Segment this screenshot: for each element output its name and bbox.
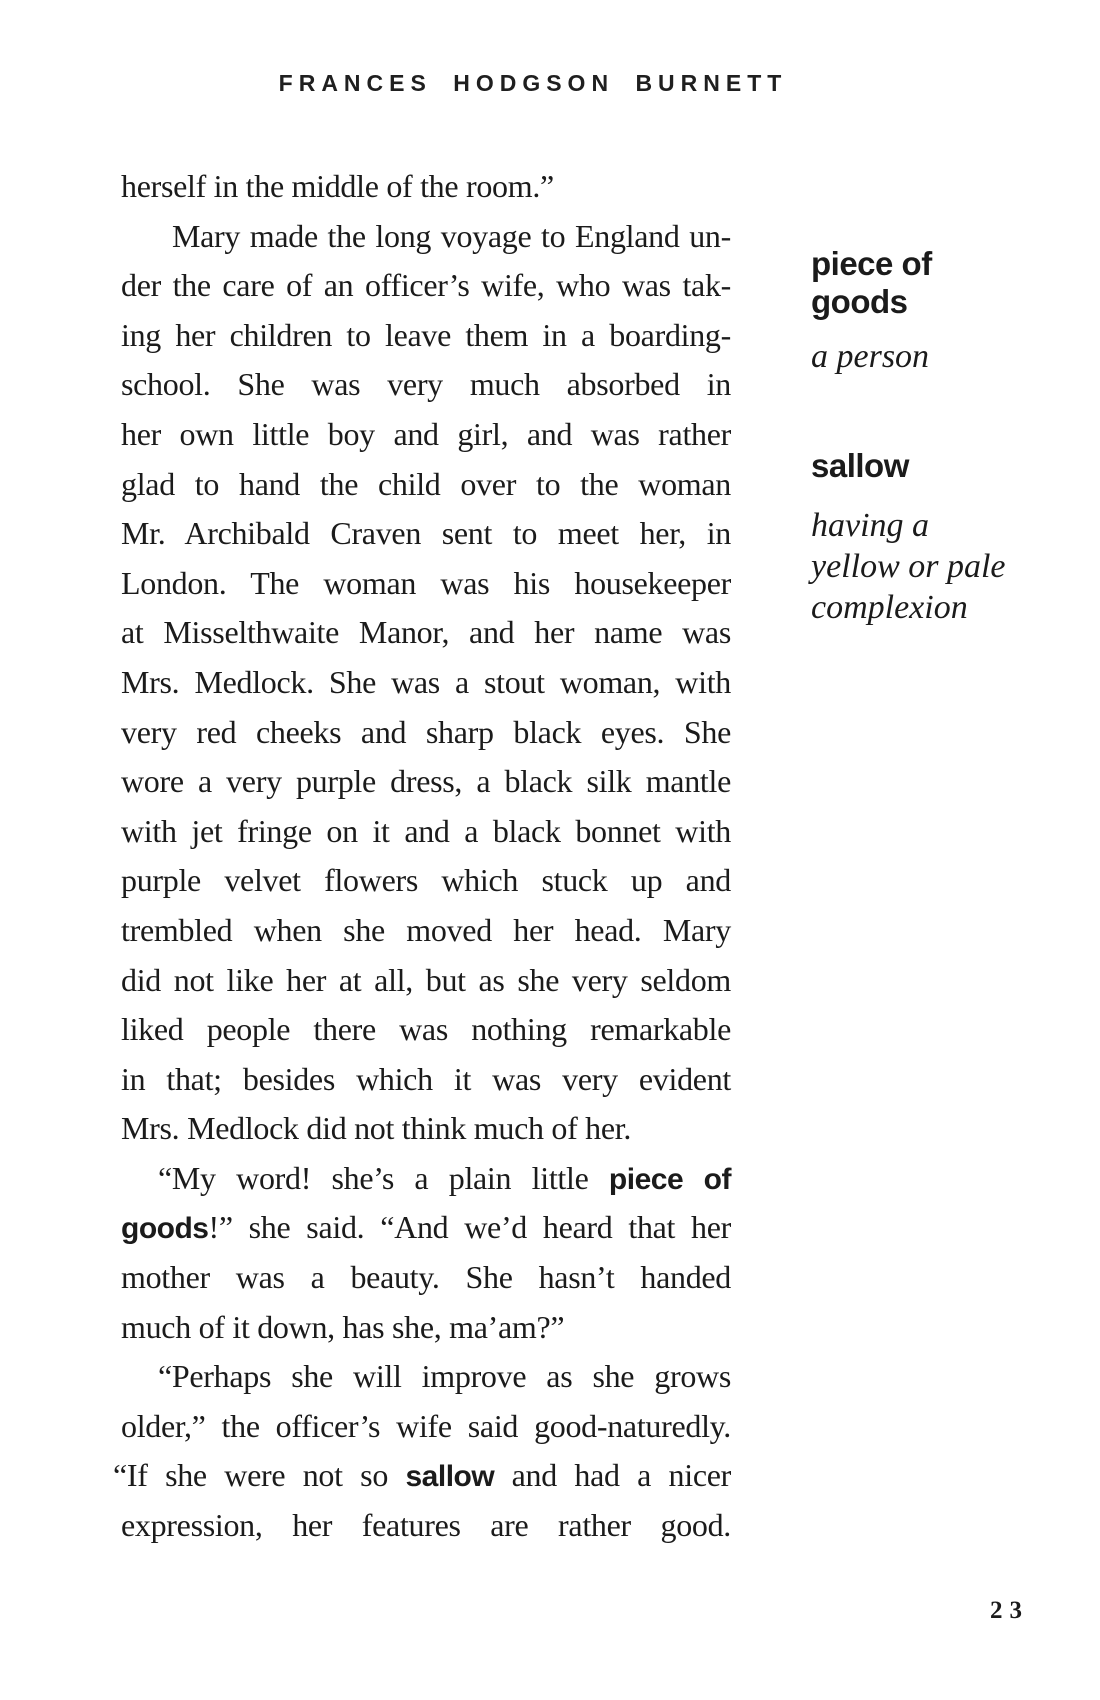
- glossary-definition-line: yellow or pale: [811, 548, 1006, 585]
- glossary-definition-line: having a: [811, 507, 930, 544]
- text-line: [121, 1203, 731, 1253]
- text-line: [121, 1104, 731, 1154]
- text-line: [121, 509, 731, 559]
- text-segment: expression, her features are rather good.: [121, 1507, 731, 1544]
- glossary-definition-line: complexion: [811, 589, 968, 626]
- text-line: [121, 856, 731, 906]
- text-line: [121, 1402, 731, 1452]
- text-segment: much of it down, has she, ma’am?”: [121, 1308, 565, 1345]
- text-segment: der the care of an officer’s wife, who was tak-: [121, 267, 731, 304]
- glossary-term-inline: goods: [121, 1212, 209, 1246]
- text-segment: Mrs. Medlock did not think much of her.: [121, 1110, 632, 1147]
- text-line: [121, 807, 731, 857]
- text-line: [121, 658, 731, 708]
- text-line: [121, 410, 731, 460]
- text-line: [121, 1055, 731, 1105]
- text-line: [121, 708, 731, 758]
- text-line: [121, 1303, 731, 1353]
- text-segment: older,” the officer’s wife said good-naturedly.: [121, 1407, 731, 1444]
- text-segment: with jet fringe on it and a black bonnet with: [121, 812, 731, 849]
- text-segment: and had a nicer: [494, 1457, 731, 1494]
- text-segment: her own little boy and girl, and was rather: [121, 415, 731, 452]
- text-segment: Mary made the long voyage to England un-: [172, 217, 731, 254]
- text-segment: school. She was very much absorbed in: [121, 366, 731, 403]
- text-segment: “My word! she’s a plain little: [158, 1159, 609, 1196]
- text-segment: glad to hand the child over to the woman: [121, 465, 731, 502]
- text-segment: “Perhaps she will improve as she grows: [158, 1358, 731, 1395]
- text-line: [121, 1005, 731, 1055]
- text-line: [121, 1154, 731, 1204]
- glossary-term: [811, 245, 932, 321]
- text-line: [121, 608, 731, 658]
- text-segment: Mr. Archibald Craven sent to meet her, in: [121, 515, 731, 552]
- glossary-term-inline: piece of: [608, 1162, 732, 1196]
- glossary-definition-line: a person: [811, 338, 930, 375]
- text-line: [121, 162, 731, 212]
- text-segment: wore a very purple dress, a black silk mantle: [121, 763, 731, 800]
- text-segment: !” she said. “And we’d heard that her: [208, 1209, 731, 1246]
- text-line: [121, 906, 731, 956]
- glossary-term-line: goods: [811, 283, 908, 320]
- glossary-term-line: piece of: [811, 245, 932, 282]
- text-line: [121, 757, 731, 807]
- body-text-column: [113, 162, 732, 1551]
- text-line: [121, 261, 731, 311]
- text-line: [121, 460, 731, 510]
- text-segment: at Misselthwaite Manor, and her name was: [121, 614, 731, 651]
- glossary-term: [811, 447, 909, 485]
- text-line: [121, 1501, 731, 1551]
- text-segment: ing her children to leave them in a boarding-: [121, 316, 731, 353]
- text-line: [121, 559, 731, 609]
- glossary-term-line: sallow: [811, 447, 909, 484]
- text-segment: Mrs. Medlock. She was a stout woman, with: [121, 663, 731, 700]
- glossary-definition: [811, 336, 929, 377]
- text-line: [121, 956, 731, 1006]
- text-line: [121, 360, 731, 410]
- text-line: [121, 212, 731, 262]
- text-segment: herself in the middle of the room.”: [121, 168, 554, 204]
- text-segment: did not like her at all, but as she very seldom: [121, 961, 731, 998]
- text-segment: trembled when she moved her head. Mary: [121, 911, 731, 948]
- text-line: [121, 1352, 731, 1402]
- text-segment: “If she were not so: [113, 1457, 406, 1494]
- running-header-author: FRANCES HODGSON BURNETT: [278, 70, 788, 96]
- text-segment: very red cheeks and sharp black eyes. She: [121, 713, 731, 750]
- text-line: [113, 1451, 731, 1501]
- page-number: 23: [990, 1597, 1029, 1624]
- text-line: [121, 311, 731, 361]
- text-segment: mother was a beauty. She hasn’t handed: [121, 1259, 731, 1296]
- text-segment: liked people there was nothing remarkable: [121, 1011, 731, 1048]
- text-segment: in that; besides which it was very evident: [121, 1060, 731, 1097]
- glossary-term-inline: sallow: [405, 1460, 495, 1494]
- glossary-definition: [811, 505, 1006, 628]
- text-segment: purple velvet flowers which stuck up and: [121, 862, 731, 899]
- text-line: [121, 1253, 731, 1303]
- text-segment: London. The woman was his housekeeper: [121, 564, 731, 601]
